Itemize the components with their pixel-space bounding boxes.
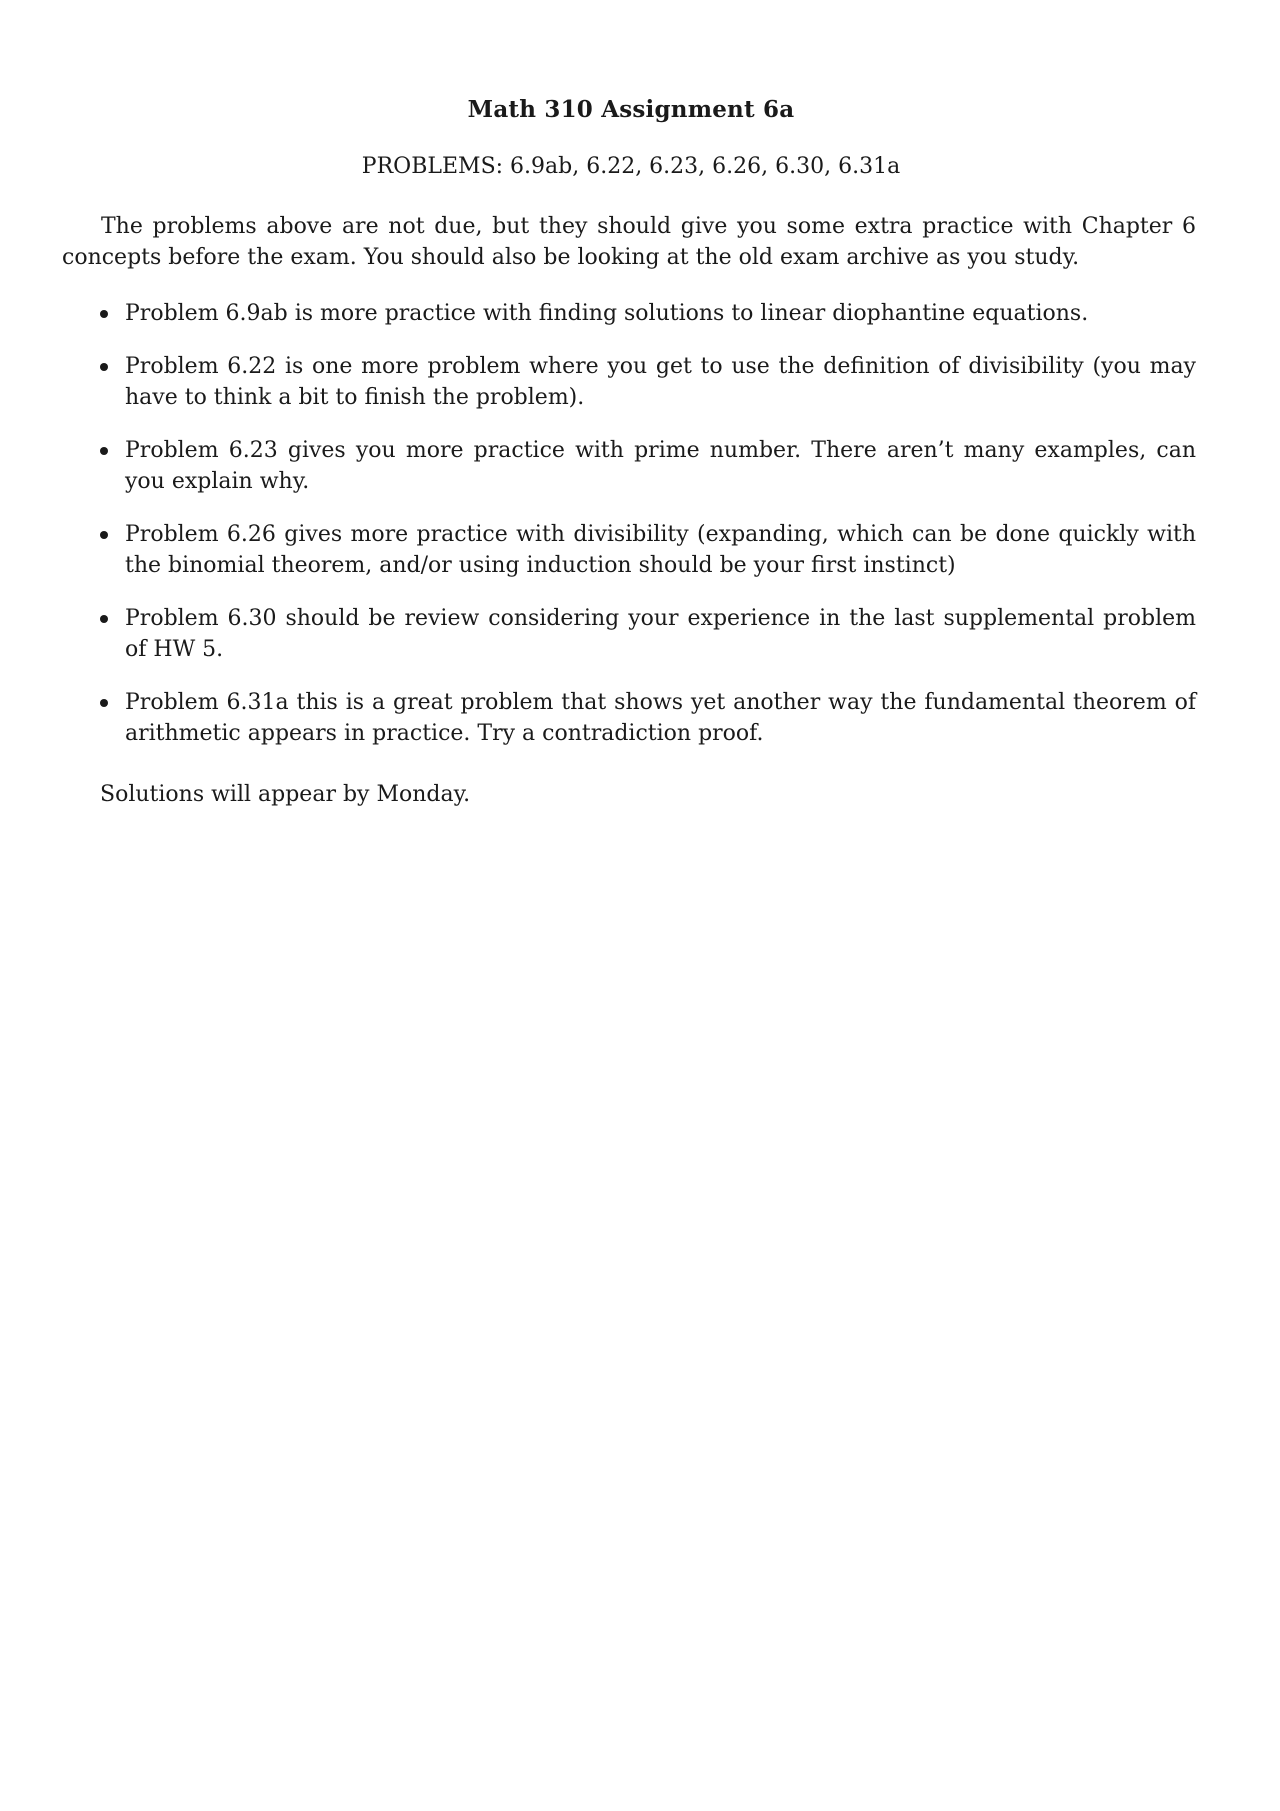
bullet-icon [100, 531, 108, 539]
bullet-icon [100, 699, 108, 707]
document-title: Math 310 Assignment 6a [467, 96, 795, 123]
problems-line: PROBLEMS: 6.9ab, 6.22, 6.23, 6.26, 6.30, 6.31a [361, 154, 901, 179]
list-item-text: Problem 6.9ab is more practice with finding solutions to linear diophantine equations. [125, 301, 1089, 326]
problem-notes-list [0, 298, 1280, 771]
list-item [0, 603, 1196, 665]
bullet-icon [100, 615, 108, 623]
list-item-text: Problem 6.31a this is a great problem that shows yet another way the fundamental theorem of arithmetic appears in practice. Try a contradiction proof. [125, 690, 1196, 746]
list-item-text: Problem 6.30 should be review considering your experience in the last supplemental problem of HW 5. [125, 606, 1196, 662]
list-item [0, 519, 1196, 581]
list-item [0, 298, 1196, 329]
intro-paragraph: The problems above are not due, but they should give you some extra practice with Chapter 6 concepts before the exam. You should also be looking at the old exam archive as you study. [62, 214, 1196, 270]
bullet-icon [100, 363, 108, 371]
closing-note: Solutions will appear by Monday. [100, 782, 471, 807]
list-item-text: Problem 6.22 is one more problem where you get to use the definition of divisibility (you may have to think a bit to finish the problem). [125, 354, 1196, 410]
list-item-text: Problem 6.26 gives more practice with divisibility (expanding, which can be done quickly with the binomial theorem, and/or using induction should be your first instinct) [125, 522, 1196, 578]
list-item [0, 351, 1196, 413]
bullet-icon [100, 447, 108, 455]
bullet-icon [100, 310, 108, 318]
list-item [0, 687, 1196, 749]
list-item [0, 435, 1196, 497]
list-item-text: Problem 6.23 gives you more practice with prime number. There aren’t many examples, can you explain why. [125, 438, 1196, 494]
